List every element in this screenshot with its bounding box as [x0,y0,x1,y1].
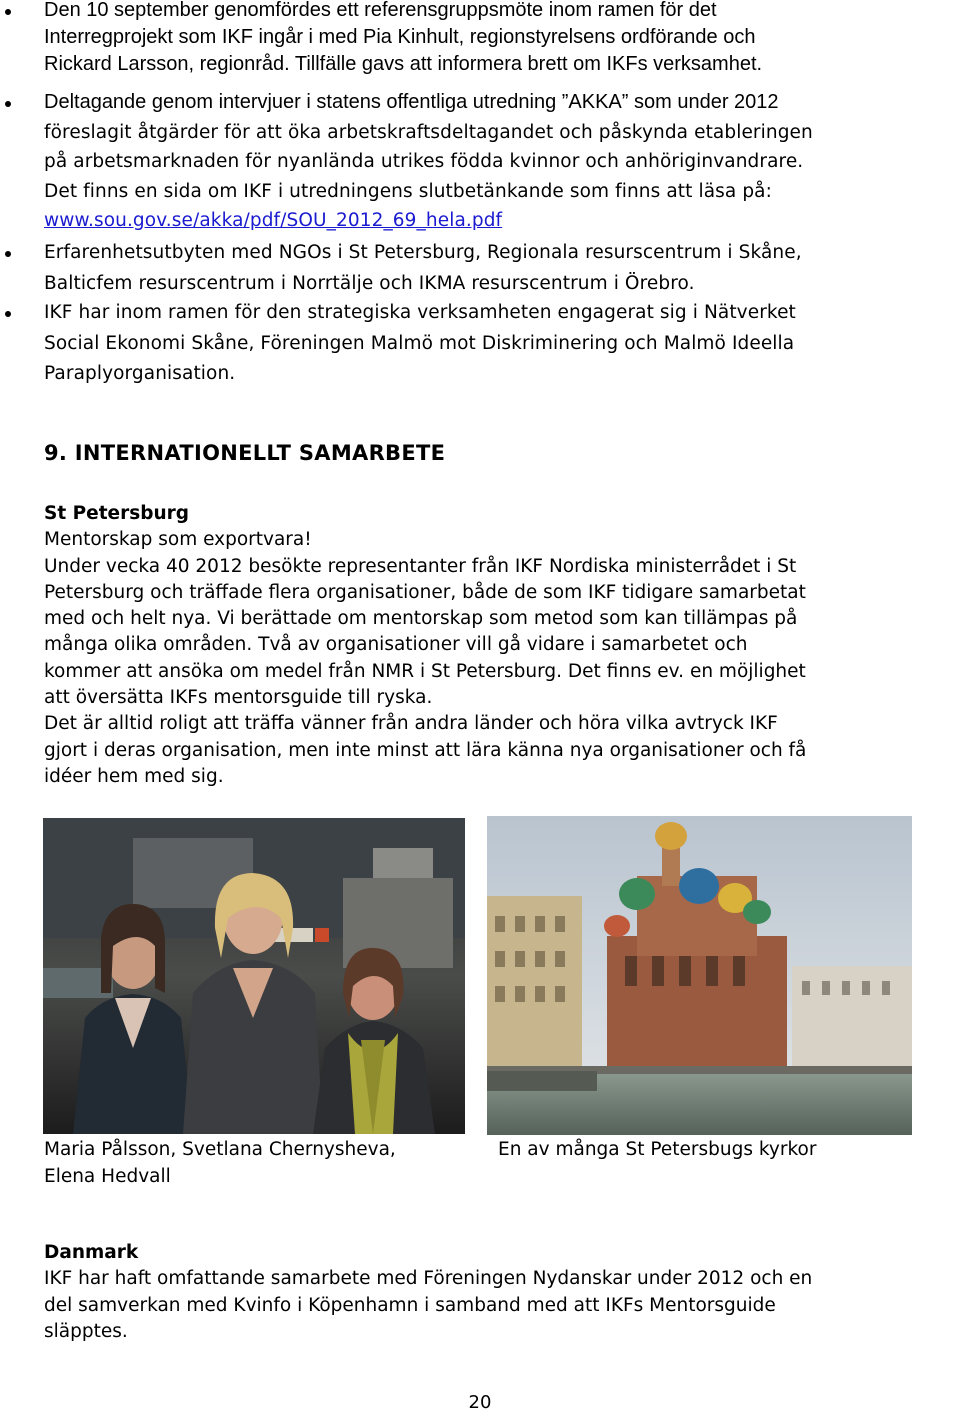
bullet-icon [5,251,11,257]
bullet-icon [5,101,11,107]
list-item [0,0,960,78]
bullet-line: föreslagit åtgärder för att öka arbetskraftsdeltagandet och påskynda etableringen [44,121,813,143]
list-item [0,298,960,390]
danmark-title: Danmark [44,1242,139,1263]
photo-church-image [487,816,912,1135]
bullet-line: Den 10 september genomfördes ett referensgruppsmöte inom ramen för det [44,0,717,21]
paragraph-line: Petersburg och träffade flera organisationer, både de som IKF tidigare samarbetat [44,581,806,603]
caption-line: Elena Hedvall [44,1166,171,1187]
paragraph-line: släpptes. [44,1320,128,1342]
paragraph-line: IKF har haft omfattande samarbete med Föreningen Nydanskar under 2012 och en [44,1268,813,1290]
caption-line: Maria Pålsson, Svetlana Chernysheva, [44,1139,396,1160]
photo-three-women [43,818,465,1134]
paragraph-line: idéer hem med sig. [44,765,224,787]
photo-church [487,816,912,1135]
paragraph-line: många olika områden. Två av organisationer vill gå vidare i samarbetet och [44,634,748,656]
bullet-line: på arbetsmarknaden för nyanlända utrikes födda kvinnor och anhöriginvandrare. [44,151,804,172]
paragraph-line: kommer att ansöka om medel från NMR i St Petersburg. Det finns ev. en möjlighet [44,660,806,682]
bullet-line: Rickard Larsson, regionråd. Tillfälle gavs att informera brett om IKFs verksamhet. [44,53,763,75]
bullet-line: Deltagande genom intervjuer i statens offentliga utredning ”AKKA” som under 2012 [44,91,779,113]
list-item [0,88,960,236]
photo-caption-left [44,1136,396,1190]
paragraph-line: gjort i deras organisation, men inte minst att lära känna nya organisationer och få [44,739,807,761]
section-heading-wrap [44,440,950,466]
bullet-line: Erfarenhetsutbyten med NGOs i St Petersburg, Regionala resurscentrum i Skåne, [44,242,802,263]
bullet-line: Social Ekonomi Skåne, Föreningen Malmö mot Diskriminering och Malmö Ideella [44,332,795,354]
paragraph-line: Mentorskap som exportvara! [44,529,312,551]
photo-three-women-image [43,818,465,1134]
danmark-block [44,1240,950,1345]
bullet-line: Interregprojekt som IKF ingår i med Pia Kinhult, regionstyrelsens ordförande och [44,26,756,48]
paragraph-line: del samverkan med Kvinfo i Köpenhamn i samband med att IKFs Mentorsguide [44,1294,776,1316]
bullet-line: Det finns en sida om IKF i utredningens slutbetänkande som finns att läsa på: [44,180,772,202]
list-item [0,238,960,299]
paragraph-line: Det är alltid roligt att träffa vänner från andra länder och höra vilka avtryck IKF [44,713,778,735]
bullet-icon [5,9,11,15]
section-heading: 9. INTERNATIONELLT SAMARBETE [44,441,446,465]
caption-line: En av många St Petersbugs kyrkor [498,1139,817,1160]
bullet-line: Paraplyorganisation. [44,363,236,384]
paragraph-line: Under vecka 40 2012 besökte representanter från IKF Nordiska ministerrådet i St [44,555,797,577]
photo-caption-right [498,1136,816,1163]
page-number: 20 [468,1392,492,1413]
sou-report-link[interactable]: www.sou.gov.se/akka/pdf/SOU_2012_69_hela.pdf [44,210,503,231]
bullet-icon [5,311,11,317]
paragraph-line: att översätta IKFs mentorsguide till ryska. [44,687,433,709]
paragraph-line: med och helt nya. Vi berättade om mentorskap som metod som kan tillämpas på [44,608,798,630]
st-petersburg-block [44,501,950,790]
st-petersburg-title: St Petersburg [44,503,190,524]
bullet-line: Balticfem resurscentrum i Norrtälje och IKMA resurscentrum i Örebro. [44,272,695,294]
bullet-line: IKF har inom ramen för den strategiska verksamheten engagerat sig i Nätverket [44,302,796,323]
